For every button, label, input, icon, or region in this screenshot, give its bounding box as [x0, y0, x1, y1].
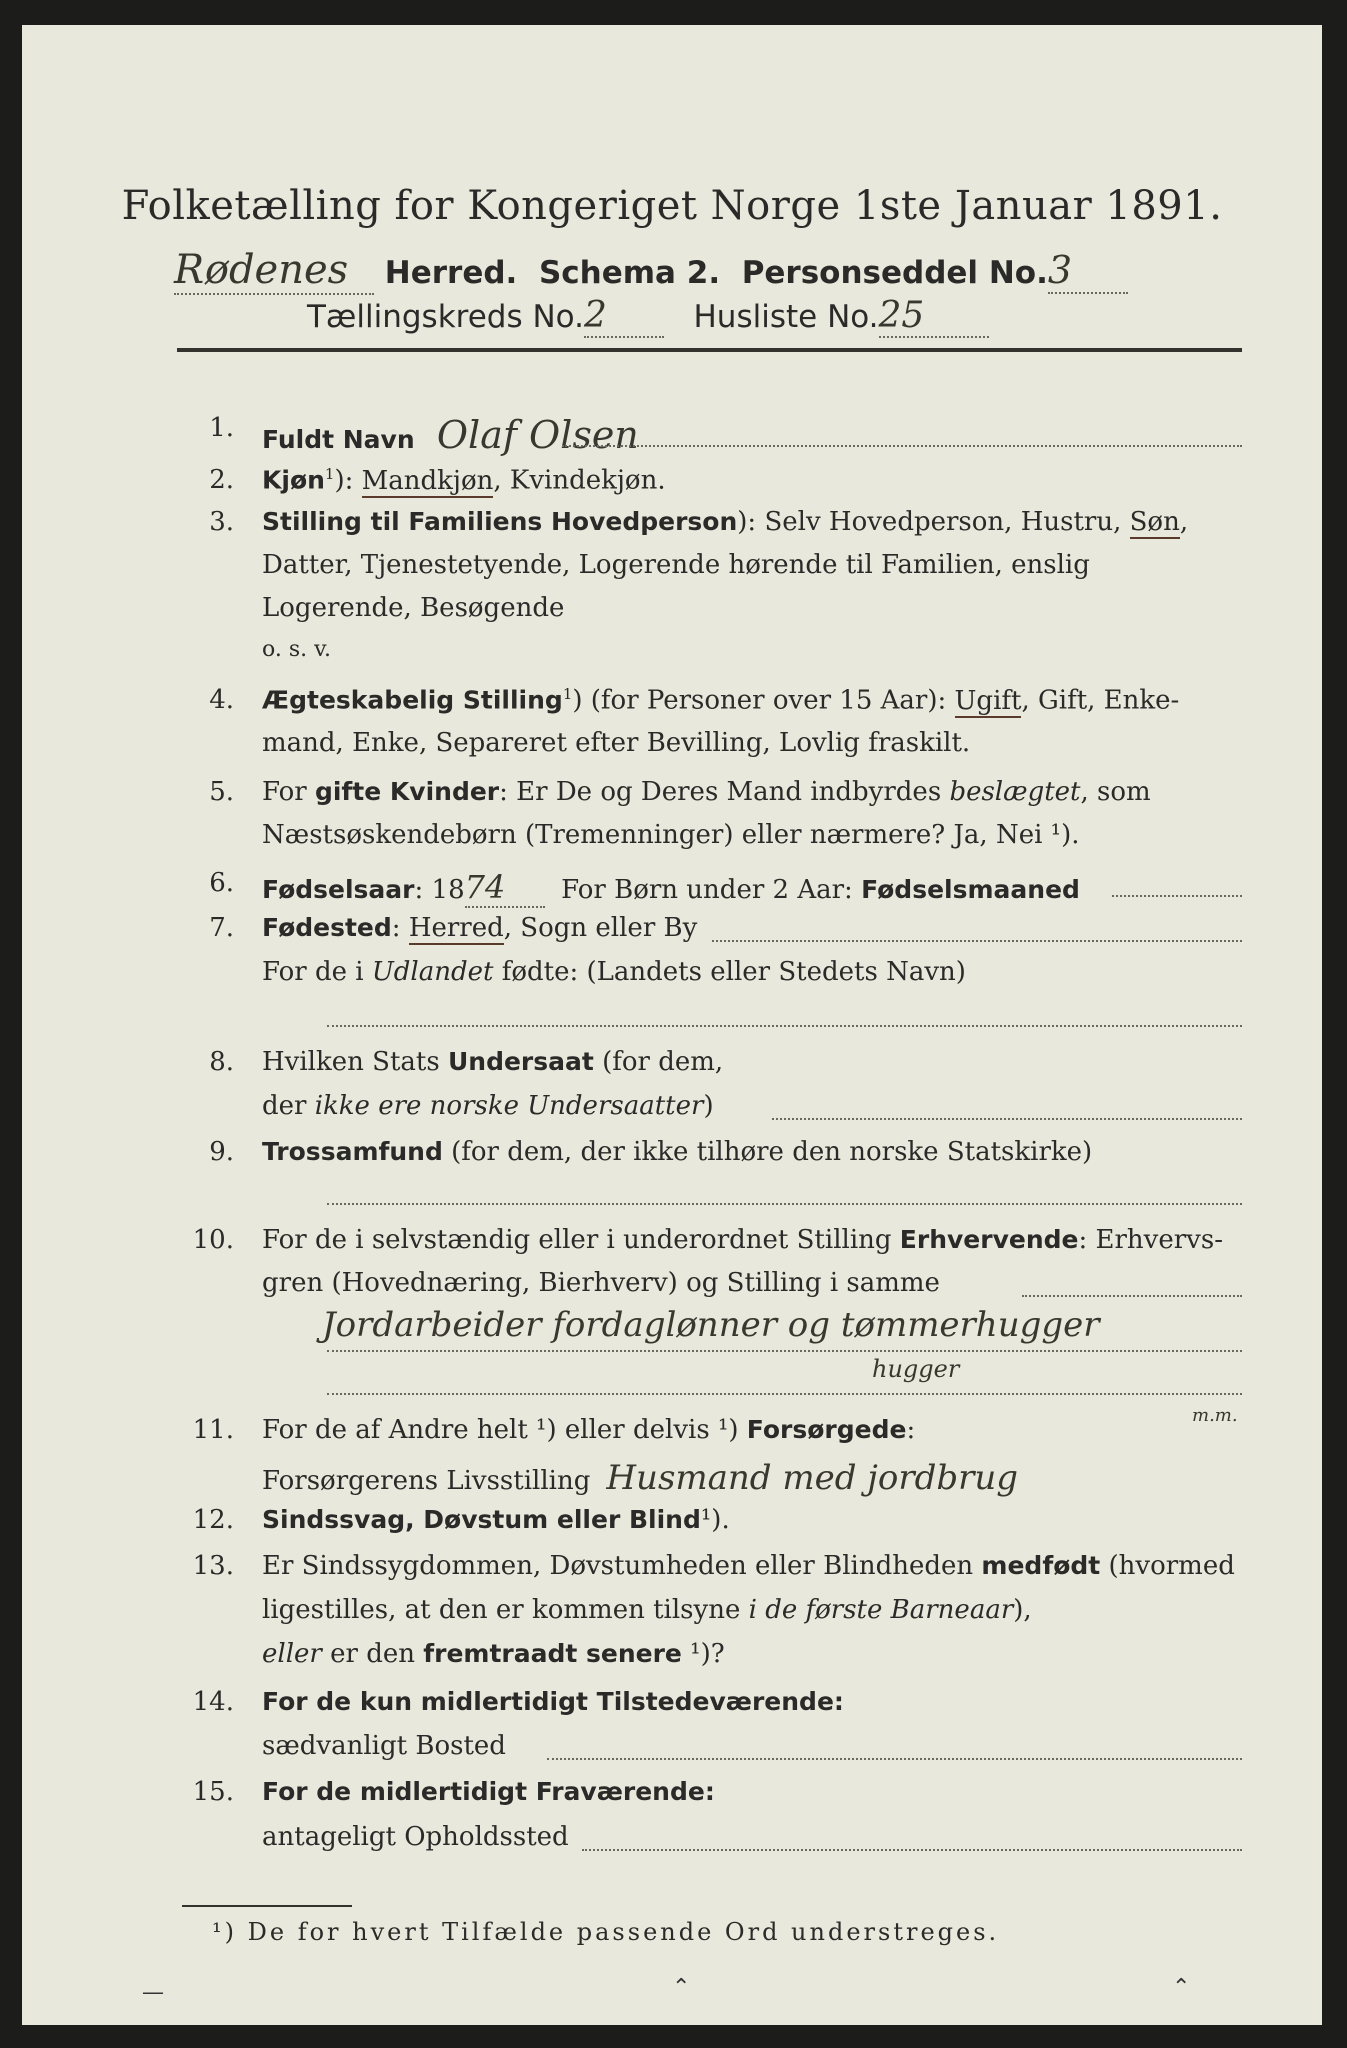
full-name-value: Olaf Olsen	[436, 413, 639, 457]
kreds-value: 2	[584, 295, 664, 338]
form-title: Folketælling for Kongeriget Norge 1ste Januar 1891.	[121, 183, 1223, 229]
selected-marital-status: Ugift	[954, 685, 1022, 716]
herred-label: Herred.	[384, 255, 518, 291]
selected-gender: Mandkjøn	[361, 465, 494, 496]
herred-value: Rødenes	[174, 247, 374, 295]
header-divider	[177, 348, 1242, 352]
personseddel-label: Personseddel No.	[741, 255, 1048, 291]
occupation-value-continuation: hugger	[872, 1355, 960, 1383]
page-edge-mark: ⌃	[672, 1975, 691, 2000]
footnote: ¹) De for hvert Tilfælde passende Ord understreges.	[212, 1918, 1000, 1946]
provider-occupation-value: Husmand med jordbrug	[606, 1458, 1019, 1498]
birth-year-value: 74	[465, 868, 545, 908]
husliste-value: 25	[879, 295, 989, 338]
provider-value-suffix: m.m.	[1192, 1405, 1238, 1426]
header-herred-row	[174, 247, 1128, 295]
question-label: Fuldt Navn	[262, 425, 415, 454]
selected-family-position: Søn	[1129, 507, 1180, 537]
page-edge-mark: ⌃	[1172, 1975, 1191, 2000]
kreds-label: Tællingskreds No.	[307, 299, 584, 335]
header-kreds-row	[307, 295, 989, 338]
question-number: 1.	[209, 413, 234, 443]
personseddel-value: 3	[1048, 248, 1128, 294]
page-edge-mark: —	[142, 1980, 164, 2005]
husliste-label: Husliste No.	[693, 299, 879, 335]
census-form-page: Folketælling for Kongeriget Norge 1ste Januar 1891. Rødenes Herred. Schema 2. Personseddel No.3 Tællingskreds No.2 Husliste No.25 1. Fuldt Navn Olaf Olsen 2. Kjøn$^1$): Mandkjøn, Kvindekjøn. 3. Stilling til Familiens Hovedperson): Selv Hovedperson, Hustru, Søn, Datter, Tjenestetyende, Logerende hørende til Familien, enslig Logerende, Besøgende o. s. v. 4. Ægteskabelig Stilling$^1$) (for Personer over 15 Aar): Ugift, Gift, Enke- mand, Enke, Separeret efter Bevilling, Lovlig fraskilt. 5. For gifte Kvinder: Er De og Deres Mand indbyrdes beslægtet, som Næstsøskendebørn (Tremenninger) eller nærmere? Ja, Nei ¹). 6. Fødselsaar: 1874 For Børn under 2 Aar: Fødselsmaaned 7. Fødested: Herred, Sogn eller By For de i Udlandet fødte: (Landets eller Stedets Navn) 8. Hvilken Stats Undersaat (for dem, der ikke ere norske Undersaatter) 9. Trossamfund (for dem, der ikke tilhøre den norske Statskirke) 10. For de i selvstændig eller i underordnet Stilling Erhvervende: Erhvervs- gren (Hovednæring, Bierhverv) og Stilling i samme Jordarbeider fordaglønner og tømmerhugger hugger 11. For de af Andre helt ¹) eller delvis ¹) Forsørgede: m.m. Forsørgerens Livsstilling Husmand med jordbrug 12. Sindssvag, Døvstum eller Blind¹). 13. Er Sindssygdommen, Døvstumheden eller Blindheden medfødt (hvormed ligestilles, at den er kommen tilsyne i de første Barneaar), eller er den fremtraadt senere ¹)? 14. For de kun midlertidigt Tilstedeværende: sædvanligt Bosted 15. For de midlertidigt Fraværende: antageligt Opholdssted ¹) De for hvert Tilfælde passende Ord understreges. — ⌃ ⌃	[22, 25, 1322, 2025]
selected-birthplace-type: Herred	[408, 913, 504, 943]
footnote-divider	[182, 1905, 352, 1907]
schema-label: Schema 2.	[538, 255, 721, 291]
answer-line	[562, 445, 1242, 447]
occupation-value: Jordarbeider fordaglønner og tømmerhugger	[322, 1305, 1100, 1345]
